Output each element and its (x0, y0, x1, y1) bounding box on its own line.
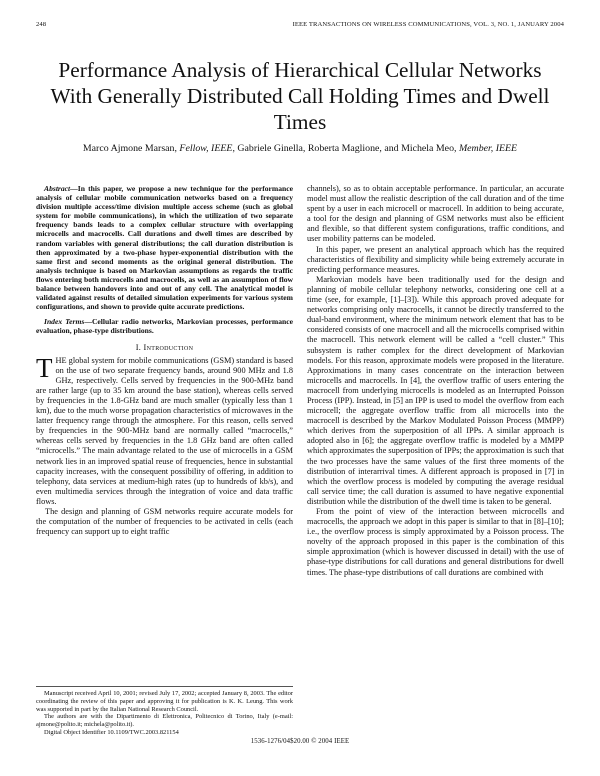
author-names-rest: , Gabriele Ginella, Roberta Maglione, and Michela Meo, (232, 143, 457, 154)
index-terms-text: —Cellular radio networks, Markovian processes, performance evaluation, phase-type distributions. (36, 317, 293, 336)
intro-paragraph-1 (36, 352, 293, 507)
copyright-footer: 1536-1276/04$20.00 © 2004 IEEE (250, 738, 350, 745)
author-title-2: Member, IEEE (458, 143, 518, 154)
right-paragraph-4: From the point of view of the interaction between microcells and macrocells, the approach we adopt in this paper is similar to that in [8]–[10]; i.e., the overflow process is simply approximated by a Poisson process. The novelty of the approach proposed in this paper is the combination of this simple approximation (which is however discussed in detail) with the use of phase-type distributions for call durations and general distributions for dwell times. The phase-type distributions of call durations are combined with (307, 507, 564, 577)
page-number: 248 (36, 21, 47, 28)
paper-title: Performance Analysis of Hierarchical Cellular Networks With Generally Distributed Call Holding Times and Dwell Times (50, 58, 550, 134)
author-title-1: Fellow, IEEE (179, 143, 233, 154)
abstract-text: —In this paper, we propose a new technique for the performance analysis of cellular mobile communication networks based on a frequency division multiple access/time division multiple access scheme (such as global system for mobile communications), in which the utilization of two separate frequency bands leads to a complex cellular structure with overlapping microcells and macrocells. Call durations and dwell times are described by random variables with general distributions; the call duration distribution is then approximated by a two-phase hyper-exponential distribution with the same first and second moments as the original general distribution. The analysis technique is based on Markovian assumptions as regards the traffic flows entering both microcells and macrocells, as well as an assumption of flow balance between handovers into and out of any cell. The analytical model is validated against results of detailed simulation experiments for various system configurations, and shown to provide quite accurate predictions. (36, 184, 293, 312)
right-column (307, 184, 564, 578)
author-line: Marco Ajmone Marsan, Fellow, IEEE, Gabriele Ginella, Roberta Maglione, and Michela Meo, Member, IEEE (82, 143, 518, 154)
right-paragraph-3: Markovian models have been traditionally used for the design and planning of mobile cellular telephony networks, considering one cell at a time (see, for example, [1]–[3]). While this approach proved adequate for networks comprising only macrocells, it cannot be directly transferred to the dual-band environment, where the minimum network element that has to be considered consists of one macrocell and all the microcells comprised within the macrocell. This network element will be called a “cell cluster.” This subsystem is rather complex for the direct development of Markovian models. For this reason, approximate models were proposed in the literature. Approximations in many cases concentrate on the interaction between microcells and macrocells. In [4], the overflow traffic of users entering the macrocell from underlying microcells is modeled as an Interrupted Poisson Process (IPP). Instead, in [5] an IPP is used to model the overflow from each microcell; the aggregate overflow traffic from all microcells into the macrocell is described by the Markov Modulated Poisson Process (MMPP) which derives from the superposition of all IPPs. A similar approach is adopted also in [6]; the aggregate overflow traffic is modeled by a MMPP which approximates the superposition of IPPs; the approximation is such that the two processes have the same values of the first three moments of the distribution of interarrival times. A different approach is proposed in [7] in which the overflow process is modeled by computing the average residual call service time; the call duration is assumed to have negative exponential distribution while the distribution of the dwell time is taken to be general. (307, 274, 564, 506)
journal-name: IEEE TRANSACTIONS ON WIRELESS COMMUNICATIONS, VOL. 3, NO. 1, JANUARY 2004 (292, 21, 564, 28)
abstract (36, 184, 293, 311)
drop-cap: T (36, 352, 53, 383)
right-paragraph-1: channels), so as to obtain acceptable performance. In particular, an accurate model must allow the realistic description of the call duration and of the time spent by a user in each microcell or macrocell. In addition to being accurate, a tool for the design and planning of GSM networks must also be efficient and flexible, so that different system configurations, traffic conditions, and user mobility patterns can be modeled. (307, 184, 564, 244)
intro-paragraph-1-text: HE global system for mobile communications (GSM) standard is based on the use of two separate frequency bands, around 900 MHz and 1.8 GHz, respectively. Cells served by frequencies in the 900-MHz band are rather large (up to 35 km around the base station), whereas cells served by frequencies in the 1.8-GHz band are much smaller (typically less than 1 km), due to the much worse propagation characteristics of microwaves in the latter frequency range through the atmosphere. For this reason, cells served by frequencies in the 900-MHz band are normally called “macrocells,” whereas cells served by frequencies in the 1.8 GHz band are often called “microcells.” The main advantage related to the use of microcells in a GSM network lies in an improved spatial reuse of frequencies, hence in substantial capacity increases, with the consequent possibility of offering, in addition to telephony, data services at medium-high rates (up to hundreds of kb/s), and even multimedia services through the integration of voice and data traffic flows. (36, 355, 293, 506)
section-numeral: I. (135, 342, 142, 352)
intro-paragraph-2: The design and planning of GSM networks require accurate models for the computation of the number of frequencies to be activated in cells (each frequency can support up to eight traffic (36, 507, 293, 537)
section-title: Introduction (143, 342, 194, 352)
section-heading (36, 343, 293, 353)
footnote-affiliation: The authors are with the Dipartimento di Elettronica, Politecnico di Torino, Italy (e-mail: ajmone@polito.it; michela@polito.it). (36, 713, 293, 729)
footnote-manuscript: Manuscript received April 10, 2001; revised July 17, 2002; accepted January 8, 2003. The editor coordinating the review of this paper and approving it for publication is K. K. Leung. This work was supported in part by the Italian National Research Council. (36, 690, 293, 713)
author-name-1: Marco Ajmone Marsan (82, 143, 175, 154)
footnote-doi: Digital Object Identifier 10.1109/TWC.2003.821154 (44, 728, 179, 736)
index-terms (36, 317, 293, 335)
running-head (36, 21, 564, 33)
index-terms-label: Index Terms (44, 317, 85, 327)
right-paragraph-2: In this paper, we present an analytical approach which has the required characteristics of flexibility and simplicity while being extremely accurate in predicting performance measures. (307, 244, 564, 274)
left-column (36, 184, 293, 537)
footnotes (36, 686, 293, 737)
abstract-label: Abstract (44, 184, 71, 193)
